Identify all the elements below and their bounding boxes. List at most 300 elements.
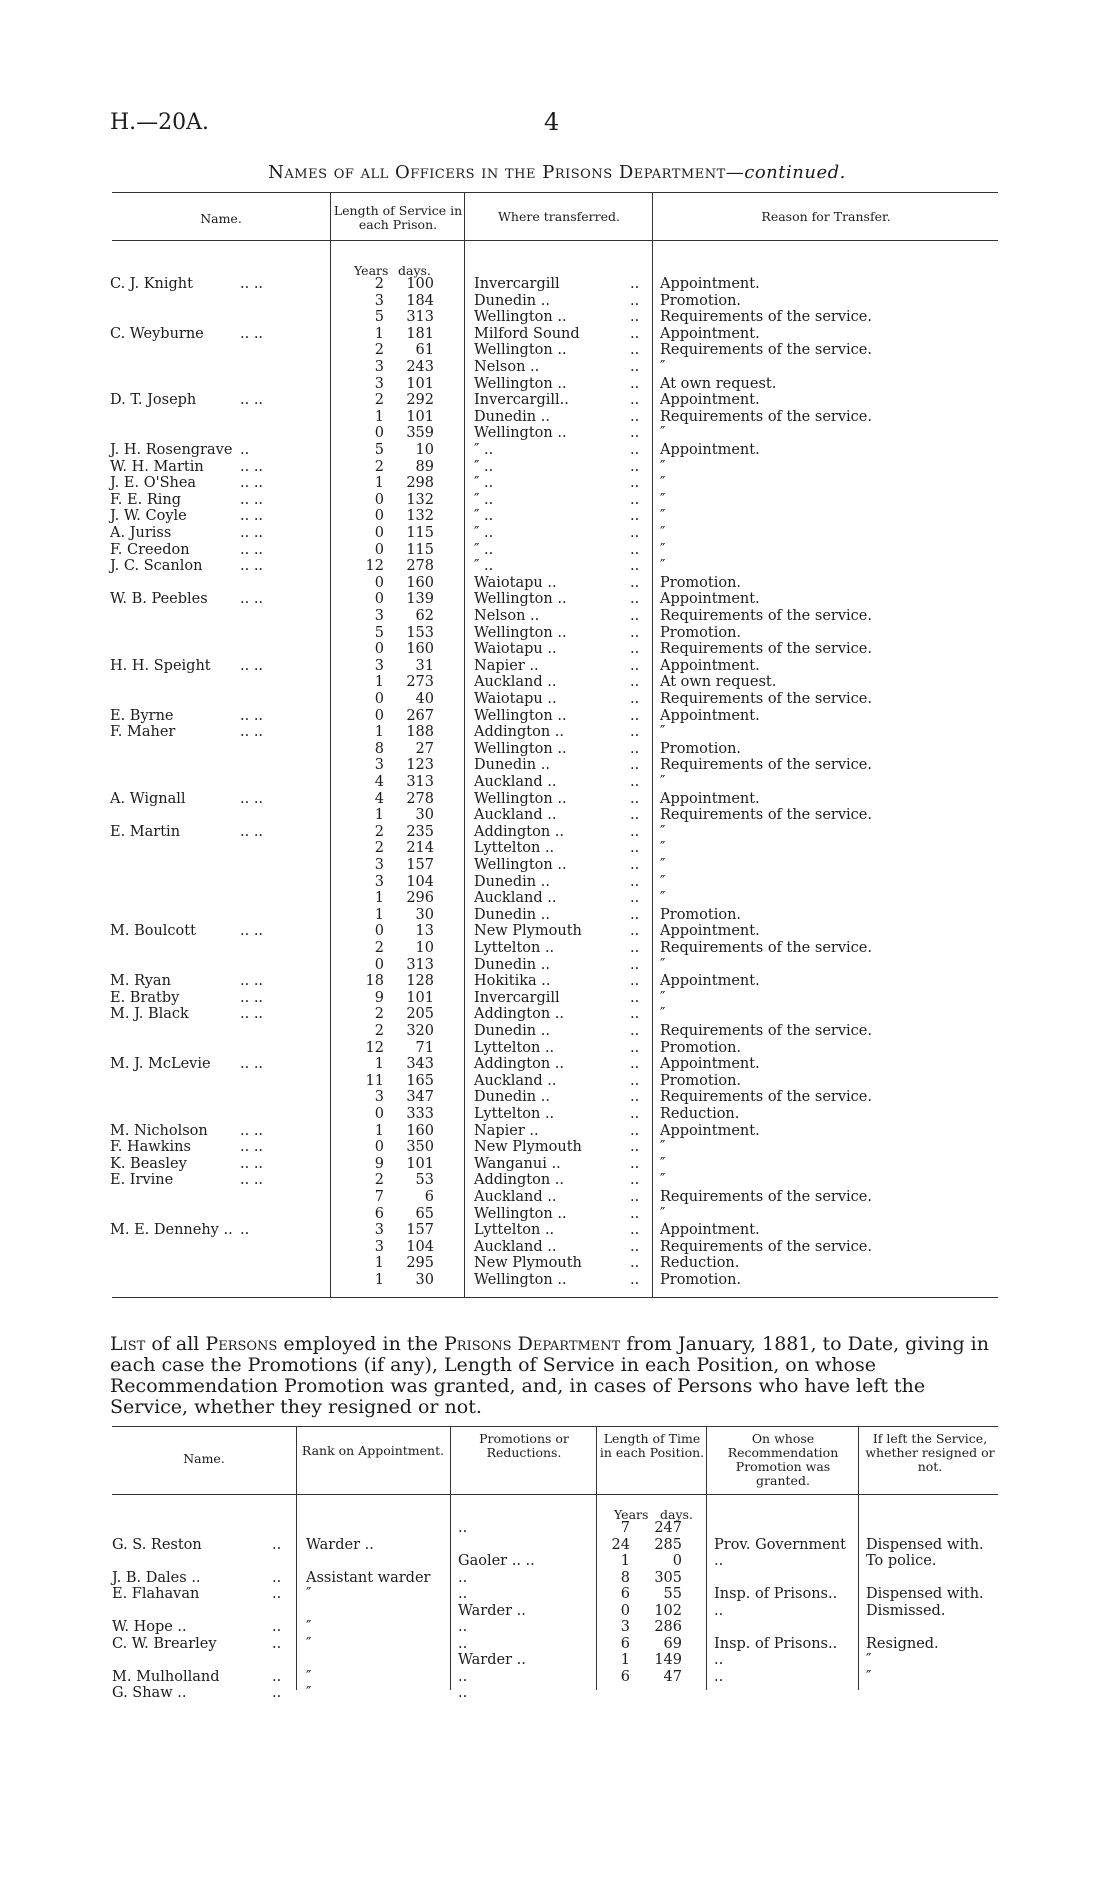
transfer-place: Dunedin .. — [474, 757, 550, 774]
officer-name: F. E. Ring — [110, 491, 181, 508]
leader-dots: .. — [630, 541, 640, 558]
table1-header-name: Name. — [200, 211, 242, 226]
transfer-reason: Requirements of the service. — [660, 309, 872, 326]
transfer-reason: ″ — [660, 774, 666, 790]
service-days: 104 — [406, 873, 434, 890]
position-years: 0 — [620, 1602, 630, 1619]
service-days: 188 — [406, 724, 434, 741]
table2-row — [0, 1537, 1114, 1554]
position-days: 0 — [672, 1553, 682, 1569]
service-years: 3 — [374, 608, 384, 624]
leader-dots: .. .. — [240, 558, 264, 575]
service-days: 273 — [406, 674, 434, 691]
table1-row — [0, 409, 1114, 426]
service-days: 27 — [415, 740, 434, 757]
position-days: 69 — [663, 1635, 682, 1652]
service-years: 0 — [374, 491, 384, 508]
service-days: 298 — [406, 475, 434, 492]
transfer-reason: Appointment. — [660, 790, 760, 807]
leader-dots: .. — [630, 425, 640, 442]
transfer-place: ″ .. — [474, 442, 494, 458]
table1-header-service: Length of Service in each Prison. — [333, 203, 463, 232]
service-years: 0 — [374, 1106, 384, 1122]
table1-row — [0, 923, 1114, 940]
leader-dots: .. — [630, 359, 640, 375]
officer-name: C. Weyburne — [110, 325, 204, 342]
transfer-reason: At own request. — [660, 674, 777, 691]
table1-row — [0, 973, 1114, 990]
service-years: 2 — [374, 276, 384, 292]
service-days: 184 — [406, 292, 434, 309]
table1-header-rule — [112, 240, 998, 241]
officer-name: M. J. McLevie — [110, 1056, 211, 1073]
officer-name: J. E. O'Shea — [110, 475, 197, 492]
service-years: 1 — [374, 674, 384, 691]
table1-row — [0, 558, 1114, 575]
table1-header-reason: Reason for Transfer. — [761, 209, 891, 224]
person-name: M. Mulholland — [112, 1668, 220, 1685]
transfer-place: Addington .. — [474, 724, 565, 741]
position-years: 3 — [620, 1619, 630, 1635]
transfer-reason: Appointment. — [660, 657, 760, 674]
transfer-reason: Appointment. — [660, 923, 760, 940]
transfer-reason: ″ — [660, 508, 666, 525]
days-unit-label: days. — [398, 263, 431, 278]
transfer-reason: Requirements of the service. — [660, 807, 872, 824]
position-years: 6 — [620, 1586, 630, 1602]
transfer-reason: ″ — [660, 359, 666, 375]
leader-dots: .. — [630, 707, 640, 724]
table1-title-main: Names of all Officers in the Prisons Department — [268, 162, 726, 183]
officer-name: A. Juriss — [110, 525, 172, 541]
leader-dots: .. — [630, 1222, 640, 1239]
leader-dots: .. — [630, 807, 640, 824]
leader-dots: .. — [630, 1122, 640, 1139]
service-years: 0 — [374, 1139, 384, 1156]
table1-row — [0, 1189, 1114, 1206]
position-days: 305 — [654, 1569, 682, 1586]
table1-row — [0, 1239, 1114, 1256]
service-days: 313 — [406, 956, 434, 973]
service-days: 157 — [406, 857, 434, 873]
transfer-reason: ″ — [660, 724, 666, 741]
service-days: 295 — [406, 1255, 434, 1272]
service-days: 71 — [415, 1039, 434, 1056]
service-days: 123 — [406, 757, 434, 774]
transfer-reason: Promotion. — [660, 740, 742, 757]
service-years: 2 — [374, 458, 384, 475]
table1-row — [0, 890, 1114, 907]
leader-dots: .. — [630, 657, 640, 674]
person-name: C. W. Brearley — [112, 1635, 217, 1652]
leader-dots: .. — [630, 309, 640, 326]
leader-dots: .. .. — [240, 525, 264, 541]
leader-dots: .. .. — [240, 973, 264, 990]
rank-on-appointment: Assistant warder — [306, 1569, 431, 1586]
table1-row — [0, 1006, 1114, 1023]
transfer-reason: ″ — [660, 1139, 666, 1156]
transfer-place: Wellington .. — [474, 740, 567, 757]
officer-name: M. Nicholson — [110, 1122, 208, 1139]
leader-dots: .. .. — [240, 724, 264, 741]
service-years: 5 — [374, 624, 384, 641]
transfer-reason: Appointment. — [660, 325, 760, 342]
service-days: 30 — [415, 807, 434, 824]
position-days: 47 — [663, 1668, 682, 1685]
transfer-reason: Requirements of the service. — [660, 408, 872, 425]
table1-row — [0, 293, 1114, 310]
recommended-by: .. — [714, 1652, 724, 1668]
leader-dots: .. — [630, 325, 640, 342]
service-days: 313 — [406, 774, 434, 790]
transfer-place: Waiotapu .. — [474, 691, 557, 707]
officer-name: H. H. Speight — [110, 657, 211, 674]
transfer-reason: Promotion. — [660, 292, 742, 309]
service-days: 104 — [406, 1238, 434, 1255]
service-days: 278 — [406, 790, 434, 807]
table2-header-left: If left the Service, whether resigned or not. — [865, 1431, 995, 1474]
transfer-reason: ″ — [660, 956, 666, 973]
leader-dots: .. .. — [240, 823, 264, 840]
person-name: E. Flahavan — [112, 1586, 200, 1602]
service-days: 132 — [406, 491, 434, 508]
leader-dots: .. — [272, 1536, 282, 1553]
table1-row — [0, 392, 1114, 409]
table1-row — [0, 940, 1114, 957]
table1-header-where: Where transferred. — [498, 209, 620, 224]
transfer-place: Auckland .. — [474, 674, 557, 691]
transfer-place: Wellington .. — [474, 857, 567, 873]
table1-row — [0, 608, 1114, 625]
service-years: 18 — [365, 973, 384, 990]
transfer-place: Wellington .. — [474, 790, 567, 807]
leader-dots: .. — [630, 491, 640, 508]
transfer-place: Auckland .. — [474, 807, 557, 824]
transfer-place: Milford Sound — [474, 325, 580, 342]
transfer-place: Addington .. — [474, 823, 565, 840]
transfer-place: New Plymouth — [474, 923, 582, 940]
service-years: 0 — [374, 707, 384, 724]
person-name: W. Hope .. — [112, 1619, 187, 1635]
table1-row — [0, 442, 1114, 459]
transfer-reason: ″ — [660, 1006, 666, 1023]
recommended-by: Insp. of Prisons.. — [714, 1635, 838, 1652]
leader-dots: .. — [630, 906, 640, 923]
transfer-reason: ″ — [660, 475, 666, 492]
service-years: 0 — [374, 923, 384, 940]
service-days: 333 — [406, 1106, 434, 1122]
table2-row — [0, 1586, 1114, 1603]
leader-dots: .. — [630, 475, 640, 492]
table1-row — [0, 874, 1114, 891]
service-years: 11 — [365, 1072, 384, 1089]
service-days: 160 — [406, 1122, 434, 1139]
table1-row — [0, 542, 1114, 559]
transfer-reason: Requirements of the service. — [660, 757, 872, 774]
position-days: 149 — [654, 1652, 682, 1668]
person-name: G. S. Reston — [112, 1536, 202, 1553]
transfer-place: Wellington .. — [474, 707, 567, 724]
leader-dots: .. — [630, 940, 640, 956]
leader-dots: .. — [630, 973, 640, 990]
table1-row — [0, 1123, 1114, 1140]
leader-dots: .. — [630, 574, 640, 591]
table1-row — [0, 957, 1114, 974]
service-days: 292 — [406, 392, 434, 409]
service-years: 1 — [374, 1056, 384, 1073]
transfer-place: ″ .. — [474, 508, 494, 525]
transfer-place: Invercargill — [474, 989, 560, 1006]
leader-dots: .. — [630, 840, 640, 857]
table2-row — [0, 1619, 1114, 1636]
service-days: 101 — [406, 408, 434, 425]
officer-name: W. H. Martin — [110, 458, 204, 475]
service-days: 31 — [415, 657, 434, 674]
leader-dots: .. — [630, 923, 640, 940]
leader-dots: .. — [630, 1189, 640, 1205]
service-years: 0 — [374, 691, 384, 707]
table1-row — [0, 625, 1114, 642]
officer-name: J. H. Rosengrave — [110, 442, 233, 458]
table1-row — [0, 475, 1114, 492]
transfer-reason: ″ — [660, 890, 666, 907]
leader-dots: .. .. — [240, 591, 264, 608]
transfer-reason: ″ — [660, 541, 666, 558]
transfer-place: Addington .. — [474, 1056, 565, 1073]
service-years: 2 — [374, 342, 384, 359]
recommended-by: .. — [714, 1553, 724, 1569]
transfer-place: Auckland .. — [474, 1238, 557, 1255]
transfer-place: ″ .. — [474, 541, 494, 558]
table1-row — [0, 1172, 1114, 1189]
service-years: 1 — [374, 724, 384, 741]
leader-dots: .. — [630, 624, 640, 641]
transfer-place: ″ .. — [474, 558, 494, 575]
position-years: 1 — [620, 1553, 630, 1569]
rank-on-appointment: ″ — [306, 1635, 312, 1652]
table1-row — [0, 575, 1114, 592]
table1-row — [0, 1089, 1114, 1106]
transfer-reason: Requirements of the service. — [660, 1089, 872, 1106]
transfer-reason: ″ — [660, 458, 666, 475]
table1-row — [0, 1073, 1114, 1090]
service-days: 101 — [406, 989, 434, 1006]
officer-name: K. Beasley — [110, 1155, 187, 1172]
table1-row — [0, 326, 1114, 343]
transfer-place: Addington .. — [474, 1172, 565, 1189]
officer-name: E. Bratby — [110, 989, 180, 1006]
table1-row — [0, 342, 1114, 359]
service-days: 65 — [415, 1205, 434, 1222]
person-name: G. Shaw .. — [112, 1685, 187, 1701]
transfer-place: Napier .. — [474, 657, 539, 674]
transfer-place: Lyttelton .. — [474, 1222, 555, 1239]
leader-dots: .. — [630, 1023, 640, 1039]
service-years: 3 — [374, 292, 384, 309]
service-years: 0 — [374, 641, 384, 658]
officer-name: J. C. Scanlon — [110, 558, 203, 575]
service-years: 3 — [374, 873, 384, 890]
service-years: 4 — [374, 790, 384, 807]
leader-dots: .. .. — [240, 1006, 264, 1023]
transfer-place: Auckland .. — [474, 774, 557, 790]
transfer-reason: ″ — [660, 1205, 666, 1222]
table1-row — [0, 857, 1114, 874]
service-years: 4 — [374, 774, 384, 790]
transfer-place: Wellington .. — [474, 375, 567, 392]
table2-title-part: employed in the — [277, 1333, 444, 1355]
leader-dots: .. .. — [240, 325, 264, 342]
page-number: 4 — [544, 108, 560, 136]
transfer-place: Dunedin .. — [474, 1089, 550, 1106]
service-years: 1 — [374, 325, 384, 342]
transfer-reason: Reduction. — [660, 1255, 740, 1272]
transfer-place: Dunedin .. — [474, 1023, 550, 1039]
service-days: 181 — [406, 325, 434, 342]
service-years: 3 — [374, 1222, 384, 1239]
leader-dots: .. — [630, 823, 640, 840]
service-days: 243 — [406, 359, 434, 375]
officer-name: F. Maher — [110, 724, 176, 741]
service-years: 2 — [374, 823, 384, 840]
transfer-place: Hokitika .. — [474, 973, 551, 990]
table2-row — [0, 1520, 1114, 1537]
years-unit-label: Years — [354, 263, 389, 278]
officer-name: E. Byrne — [110, 707, 174, 724]
transfer-place: New Plymouth — [474, 1255, 582, 1272]
service-days: 6 — [424, 1189, 434, 1205]
service-days: 10 — [415, 442, 434, 458]
leader-dots: .. — [630, 442, 640, 458]
leader-dots: .. — [630, 525, 640, 541]
table2-header-rec: On whose Recommendation Promotion was granted. — [727, 1431, 839, 1488]
service-years: 0 — [374, 525, 384, 541]
service-years: 3 — [374, 1238, 384, 1255]
table1-row — [0, 691, 1114, 708]
officer-name: A. Wignall — [110, 790, 186, 807]
table2-title-part: Persons — [205, 1333, 278, 1355]
transfer-reason: Requirements of the service. — [660, 641, 872, 658]
transfer-reason: Requirements of the service. — [660, 608, 872, 624]
position-days: 55 — [663, 1586, 682, 1602]
leader-dots: .. — [272, 1586, 282, 1602]
table2-title-part: List — [110, 1333, 146, 1355]
service-years: 3 — [374, 857, 384, 873]
transfer-reason: Promotion. — [660, 1272, 742, 1288]
table2-row — [0, 1652, 1114, 1669]
service-years: 0 — [374, 574, 384, 591]
leader-dots: .. — [272, 1635, 282, 1652]
officer-name: E. Irvine — [110, 1172, 174, 1189]
transfer-place: ″ .. — [474, 525, 494, 541]
service-days: 157 — [406, 1222, 434, 1239]
service-days: 296 — [406, 890, 434, 907]
transfer-reason: ″ — [660, 491, 666, 508]
table1-row — [0, 309, 1114, 326]
transfer-place: Dunedin .. — [474, 956, 550, 973]
transfer-place: Wellington .. — [474, 591, 567, 608]
transfer-reason: Requirements of the service. — [660, 1238, 872, 1255]
transfer-place: Napier .. — [474, 1122, 539, 1139]
promotion-or-reduction: .. — [458, 1668, 468, 1685]
left-service-status: Dispensed with. — [866, 1586, 984, 1602]
service-years: 3 — [374, 757, 384, 774]
service-days: 53 — [415, 1172, 434, 1189]
table2-header-name: Name. — [183, 1451, 225, 1466]
table1-row — [0, 359, 1114, 376]
transfer-reason: Appointment. — [660, 1056, 760, 1073]
table1-row — [0, 824, 1114, 841]
left-service-status: Dispensed with. — [866, 1536, 984, 1553]
left-service-status: ″ — [866, 1668, 872, 1685]
promotion-or-reduction: Gaoler .. .. — [458, 1553, 535, 1569]
leader-dots: .. — [630, 790, 640, 807]
table2-title-part: Prisons Department — [444, 1333, 621, 1355]
service-days: 115 — [406, 541, 434, 558]
service-days: 40 — [415, 691, 434, 707]
transfer-place: Dunedin .. — [474, 873, 550, 890]
leader-dots: .. — [630, 276, 640, 292]
transfer-place: Wellington .. — [474, 425, 567, 442]
leader-dots: .. — [272, 1668, 282, 1685]
table1-row — [0, 508, 1114, 525]
promotion-or-reduction: .. — [458, 1619, 468, 1635]
table1-row — [0, 1222, 1114, 1239]
leader-dots: .. — [630, 408, 640, 425]
service-years: 1 — [374, 906, 384, 923]
table1-row — [0, 774, 1114, 791]
table1-row — [0, 1255, 1114, 1272]
transfer-reason: Promotion. — [660, 1072, 742, 1089]
leader-dots: .. — [630, 873, 640, 890]
table1-row — [0, 840, 1114, 857]
service-years: 12 — [365, 558, 384, 575]
table1-title — [0, 162, 1114, 183]
transfer-place: Dunedin .. — [474, 292, 550, 309]
transfer-reason: ″ — [660, 873, 666, 890]
leader-dots: .. .. — [240, 276, 264, 292]
transfer-place: Lyttelton .. — [474, 1039, 555, 1056]
table1-row — [0, 708, 1114, 725]
leader-dots: .. — [240, 442, 250, 458]
promotion-or-reduction: Warder .. — [458, 1652, 526, 1668]
transfer-reason: Promotion. — [660, 1039, 742, 1056]
table2-header-rank: Rank on Appointment. — [301, 1443, 445, 1458]
service-years: 1 — [374, 475, 384, 492]
leader-dots: .. — [630, 375, 640, 392]
person-name: J. B. Dales .. — [112, 1569, 201, 1586]
transfer-place: New Plymouth — [474, 1139, 582, 1156]
position-years: 6 — [620, 1635, 630, 1652]
position-days: 286 — [654, 1619, 682, 1635]
service-days: 235 — [406, 823, 434, 840]
leader-dots: .. .. — [240, 392, 264, 409]
table1-row — [0, 1056, 1114, 1073]
leader-dots: .. .. — [240, 707, 264, 724]
transfer-reason: Requirements of the service. — [660, 1023, 872, 1039]
table2-header-length: Length of Time in each Position. — [599, 1431, 705, 1460]
transfer-reason: ″ — [660, 857, 666, 873]
service-days: 214 — [406, 840, 434, 857]
table2-title — [110, 1334, 1008, 1418]
service-years: 0 — [374, 508, 384, 525]
recommended-by: Insp. of Prisons.. — [714, 1586, 838, 1602]
left-service-status: Resigned. — [866, 1635, 939, 1652]
service-days: 101 — [406, 375, 434, 392]
transfer-reason: Appointment. — [660, 707, 760, 724]
transfer-reason: Appointment. — [660, 1222, 760, 1239]
transfer-place: Wellington .. — [474, 1272, 567, 1288]
